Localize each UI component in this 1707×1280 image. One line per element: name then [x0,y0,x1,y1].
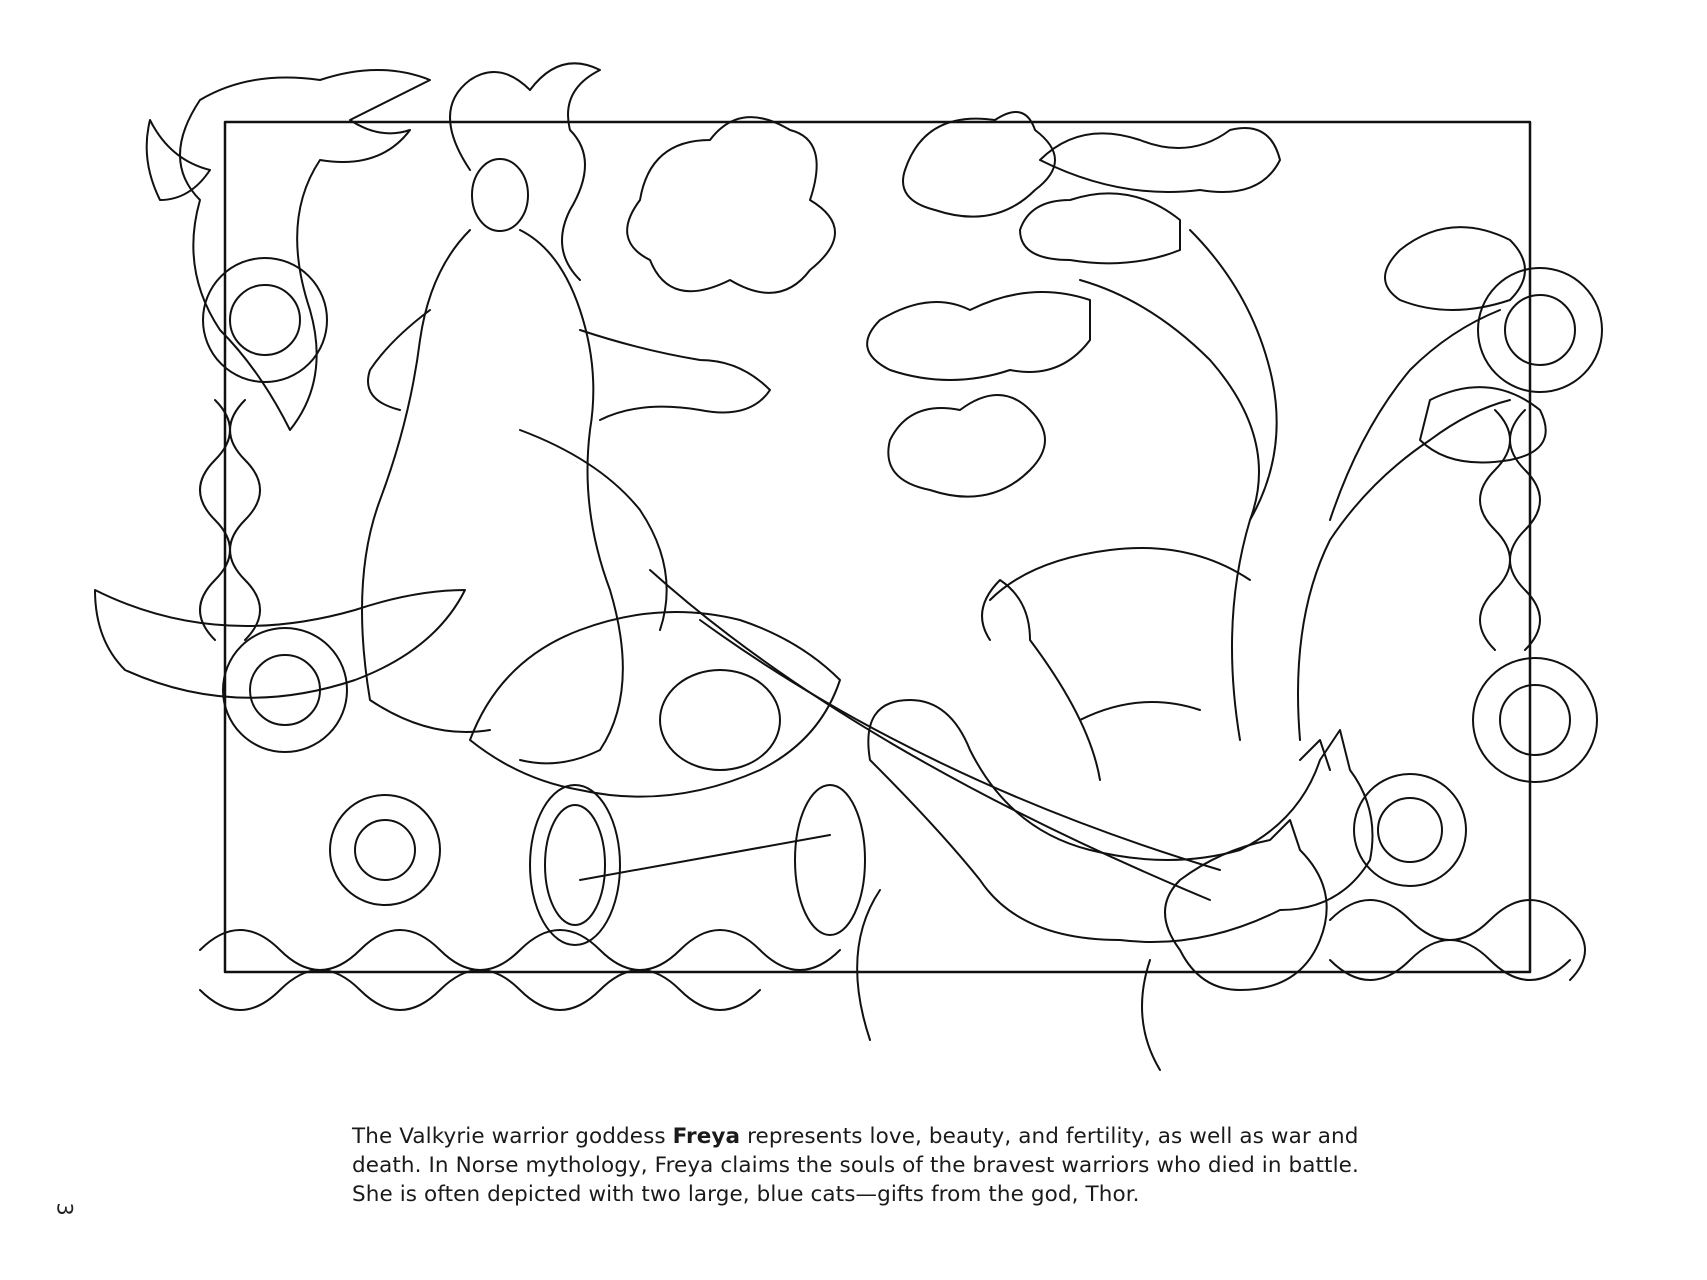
page-number: 3 [52,1202,77,1216]
cloud-icon [627,112,1055,497]
falcon-icon [147,70,430,430]
caption-line-2: death. In Norse mythology, Freya claims the souls of the bravest warriors who died in battle. [352,1153,1359,1178]
caption-line-1: The Valkyrie warrior goddess Freya represents love, beauty, and fertility, as well as war and [352,1124,1359,1149]
freya-name: Freya [672,1124,741,1149]
caption-text [352,1122,1412,1209]
cat-icon [857,580,1372,1070]
sunflower-icon [203,258,1602,905]
caption-line-3: She is often depicted with two large, blue cats—gifts from the god, Thor. [352,1182,1140,1207]
tree-icon [867,128,1546,740]
celtic-knot-border-icon [200,400,1585,1010]
freya-figure-icon [95,63,770,763]
frame-rectangle [225,122,1530,972]
